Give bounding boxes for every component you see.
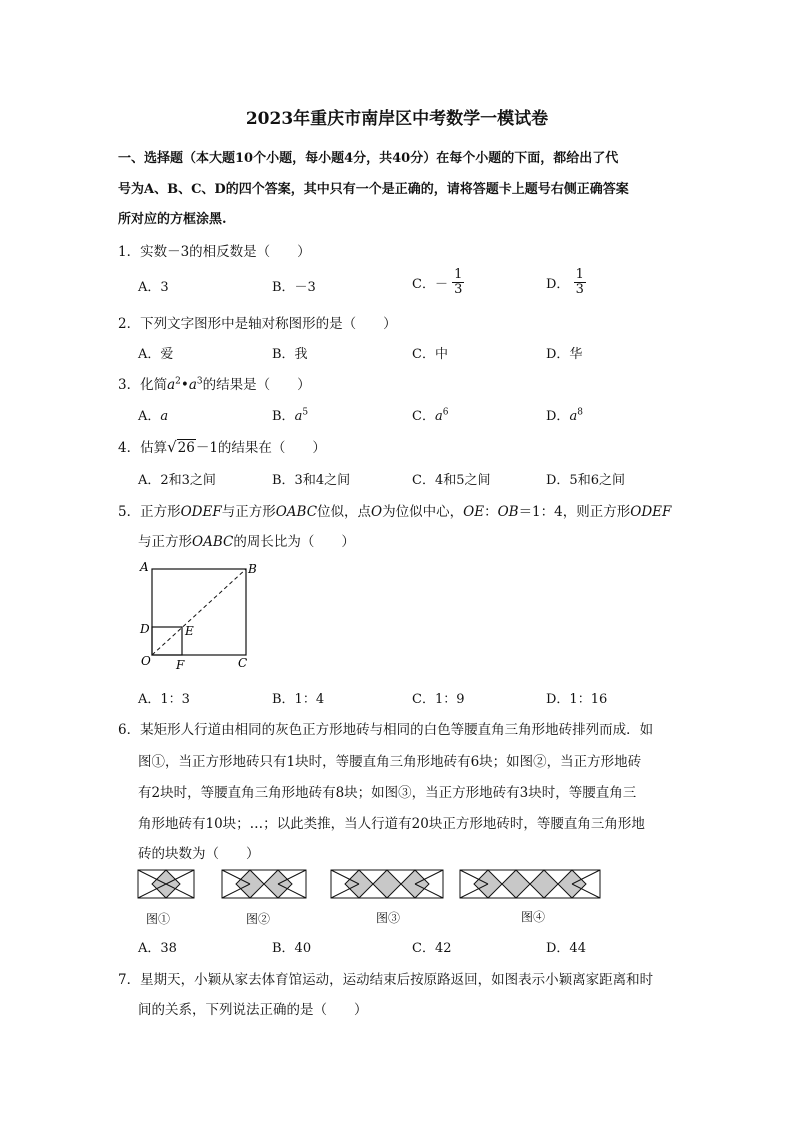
q3-base-a: a [167, 377, 176, 393]
tile-figure-3 [331, 870, 443, 898]
question-3-stem [118, 373, 311, 393]
q5-text: 与正方形 [221, 504, 276, 520]
q4-stem-prefix: 4．估算 [118, 440, 168, 456]
q3-c-var: a [434, 409, 443, 424]
q5-text: 为位似中心， [382, 504, 464, 520]
q6-option-c: C．42 [412, 941, 452, 956]
q5-colon: ： [484, 504, 498, 520]
q1-d-denominator: 3 [575, 282, 584, 297]
q2-option-b: B．我 [272, 347, 308, 362]
question-5-line-2 [138, 530, 355, 550]
q6-tile-figures [136, 867, 606, 901]
q3-dot: • [180, 377, 189, 393]
q5-option-a: A．1：3 [138, 692, 190, 707]
q3-stem-prefix: 3．化简 [118, 377, 168, 393]
q5-oabc: OABC [275, 504, 318, 520]
q5-squares-figure [130, 555, 260, 675]
page-title: 2023年重庆市南岸区中考数学一模试卷 [245, 109, 549, 129]
q1-option-d [546, 268, 586, 297]
q1-option-b: B．－3 [272, 280, 316, 295]
q5-oe: OE [463, 504, 485, 520]
question-4-stem [118, 436, 326, 456]
figure-caption-4: 图④ [521, 910, 546, 924]
tile-figure-2 [222, 870, 306, 898]
q5-text: 位似，点 [317, 504, 372, 520]
question-7-line-2: 间的关系，下列说法正确的是（ ） [138, 1002, 368, 1018]
label-c: C [238, 656, 248, 670]
q3-exp1: 2 [175, 376, 181, 387]
q3-d-exp: 8 [577, 407, 583, 418]
q5-option-b: B．1：4 [272, 692, 325, 707]
q3-d-prefix: D． [546, 409, 570, 424]
q1-option-c [412, 268, 464, 297]
q4-option-d: D．5和6之间 [546, 473, 625, 488]
label-b: B [248, 562, 257, 576]
q3-option-d [546, 405, 583, 424]
question-5-line-1 [118, 500, 671, 520]
q1-d-numerator: 1 [575, 267, 584, 282]
q3-c-exp: 6 [442, 407, 449, 418]
q5-option-d: D．1：16 [546, 692, 608, 707]
question-7-line-1: 7．星期天，小颖从家去体育馆运动，运动结束后按原路返回，如图表示小颖离家距离和时 [118, 972, 654, 988]
section-header-line-1: 一、选择题（本大题10个小题，每小题4分，共40分）在每个小题的下面，都给出了代 [118, 151, 619, 166]
tile-figure-1 [138, 870, 194, 898]
q3-b-var: a [294, 409, 303, 424]
label-f: F [176, 658, 185, 672]
question-2-stem: 2．下列文字图形中是轴对称图形的是（ ） [118, 316, 397, 332]
square-odef [152, 627, 182, 655]
question-6-line-4: 角形地砖有10块；…；以此类推，当人行道有20块正方形地砖时，等腰直角三角形地 [138, 816, 645, 832]
q3-c-prefix: C． [412, 409, 435, 424]
q5-odef: ODEF [180, 504, 222, 520]
q5-text: 5．正方形 [118, 504, 181, 520]
q1-option-d-fraction [574, 268, 586, 297]
q4-option-c: C．4和5之间 [412, 473, 491, 488]
tile-figure-4 [460, 870, 600, 898]
q3-option-c [412, 405, 448, 424]
label-o: O [141, 654, 151, 668]
q3-stem-suffix: 的结果是（ ） [202, 377, 311, 393]
section-header-line-2: 号为A、B、C、D的四个答案，其中只有一个是正确的，请将答题卡上题号右侧正确答案 [118, 182, 629, 197]
q1-c-denominator: 3 [454, 282, 463, 297]
q3-exp2: 3 [196, 376, 203, 387]
q5-option-c: C．1：9 [412, 692, 465, 707]
q6-option-b: B．40 [272, 941, 312, 956]
figure-caption-1: 图① [146, 912, 171, 926]
q5-odef2: ODEF [630, 504, 672, 520]
q1-option-c-prefix: C．－ [412, 277, 448, 292]
q3-option-b [272, 405, 308, 424]
q2-option-c: C．中 [412, 347, 448, 362]
figure-caption-3: 图③ [376, 911, 401, 925]
question-6-line-2: 图①，当正方形地砖只有1块时，等腰直角三角形地砖有6块；如图②，当正方形地砖 [138, 754, 642, 770]
q4-option-a: A．2和3之间 [138, 473, 216, 488]
q6-option-a: A．38 [138, 941, 177, 956]
q1-option-c-fraction [452, 268, 464, 297]
q6-option-d: D．44 [546, 941, 586, 956]
question-1-stem: 1．实数－3的相反数是（ ） [118, 244, 311, 260]
q5-ratio: ＝1：4，则正方形 [518, 504, 631, 520]
q2-option-d: D．华 [546, 347, 583, 362]
question-6-line-3: 有2块时，等腰直角三角形地砖有8块；如图③，当正方形地砖有3块时，等腰直角三 [138, 785, 637, 801]
q5-text: 的周长比为（ ） [233, 534, 355, 550]
q1-c-numerator: 1 [454, 267, 463, 282]
q4-radicand: 26 [177, 440, 195, 456]
q4-stem-suffix: －1的结果在（ ） [195, 440, 326, 456]
figure-caption-2: 图② [246, 912, 271, 926]
q5-oabc2: OABC [192, 534, 234, 550]
q3-b-prefix: B． [272, 409, 295, 424]
q3-a-prefix: A． [138, 409, 161, 424]
q4-option-b: B．3和4之间 [272, 473, 351, 488]
q3-a-var: a [160, 409, 169, 424]
q5-text: 与正方形 [138, 534, 192, 550]
question-6-line-1: 6．某矩形人行道由相同的灰色正方形地砖与相同的白色等腰直角三角形地砖排列而成．如 [118, 722, 654, 738]
q3-b-exp: 5 [302, 407, 309, 418]
label-e: E [185, 624, 194, 638]
q3-base-a2: a [188, 377, 197, 393]
q3-d-var: a [569, 409, 578, 424]
radical-sign: √ [167, 438, 177, 456]
label-a: A [140, 560, 149, 574]
q3-option-a [138, 405, 168, 424]
question-6-line-5: 砖的块数为（ ） [138, 846, 260, 862]
section-header-line-3: 所对应的方框涂黑. [118, 212, 227, 227]
q1-option-d-prefix: D． [546, 277, 570, 292]
q1-option-a: A．3 [138, 280, 169, 295]
q5-ob: OB [497, 504, 519, 520]
diagonal-ob [152, 569, 246, 655]
q5-o: O [371, 504, 383, 520]
q2-option-a: A．爱 [138, 347, 174, 362]
label-d: D [140, 622, 150, 636]
